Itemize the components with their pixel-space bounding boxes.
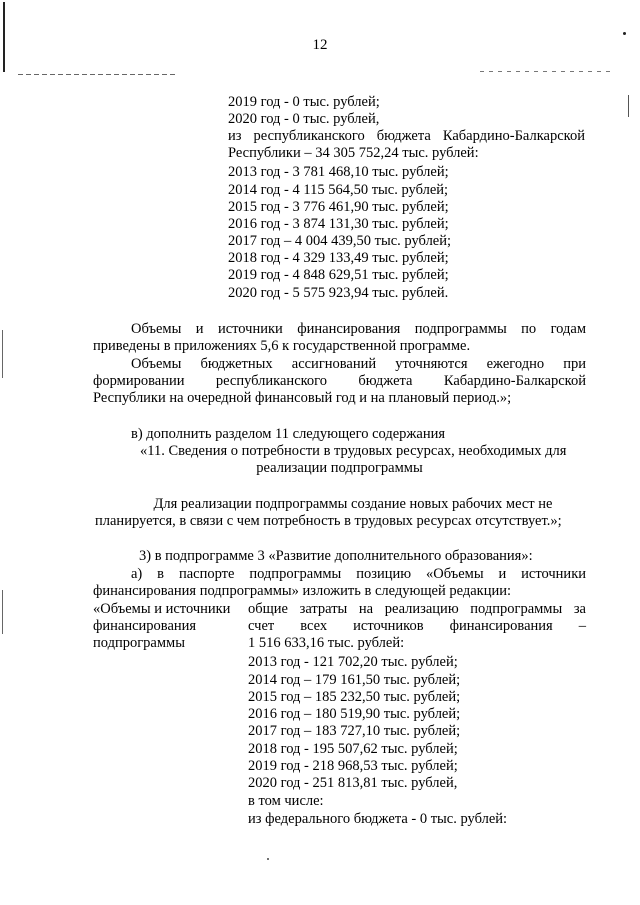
funding-line: 2013 год - 121 702,20 тыс. рублей;: [248, 654, 458, 670]
funding-line: 2019 год - 0 тыс. рублей;: [228, 94, 380, 110]
funding-line: 2013 год - 3 781 468,10 тыс. рублей;: [228, 164, 449, 180]
section-11-title-line2: реализации подпрограммы: [256, 460, 423, 476]
scan-dot-mark-bottom: [267, 858, 269, 860]
scan-dash-line-left: [18, 74, 178, 75]
funding-line: 2019 год - 4 848 629,51 тыс. рублей;: [228, 267, 449, 283]
scan-dash-line-right: [480, 71, 610, 72]
funding-line: 2020 год - 0 тыс. рублей,: [228, 111, 380, 127]
funding-line: 2019 год - 218 968,53 тыс. рублей;: [248, 758, 458, 774]
section-11-title-line1: «11. Сведения о потребности в трудовых ресурсах, необходимых для: [140, 443, 567, 459]
funding-line: 2015 год - 3 776 461,90 тыс. рублей;: [228, 199, 449, 215]
funding-line: 2016 год – 180 519,90 тыс. рублей;: [248, 706, 461, 722]
passport-value-line1: общие затраты на реализацию подпрограммы за: [248, 601, 586, 617]
item-a-line2: финансирования подпрограммы» изложить в следующей редакции:: [93, 583, 512, 599]
volumes-paragraph-line1: Объемы и источники финансирования подпрограммы по годам: [131, 321, 586, 337]
funding-line: 2014 год – 179 161,50 тыс. рублей;: [248, 672, 461, 688]
item-a-line1: а) в паспорте подпрограммы позицию «Объемы и источники: [131, 566, 586, 582]
passport-label-line3: подпрограммы: [93, 635, 185, 651]
jobs-paragraph-line1: Для реализации подпрограммы создание новых рабочих мест не: [153, 496, 553, 512]
passport-value-line2: счет всех источников финансирования –: [248, 618, 586, 634]
item-v: в) дополнить разделом 11 следующего содержания: [131, 426, 446, 442]
passport-label-line1: «Объемы и источники: [93, 601, 231, 617]
budget-paragraph-line2: формировании республиканского бюджета Кабардино-Балкарской: [93, 373, 586, 389]
federal-budget-line: из федерального бюджета - 0 тыс. рублей:: [248, 811, 508, 827]
budget-paragraph-line1: Объемы бюджетных ассигнований уточняются ежегодно при: [131, 356, 586, 372]
scan-edge-mark-left3: [2, 590, 3, 634]
including-label: в том числе:: [248, 793, 324, 809]
volumes-paragraph-line2: приведены в приложениях 5,6 к государственной программе.: [93, 338, 471, 354]
passport-label-line2: финансирования: [93, 618, 197, 634]
funding-line: 2014 год - 4 115 564,50 тыс. рублей;: [228, 182, 449, 198]
funding-line: 2015 год – 185 232,50 тыс. рублей;: [248, 689, 461, 705]
republic-budget-line2: Республики – 34 305 752,24 тыс. рублей:: [228, 145, 479, 161]
republic-budget-line1: из республиканского бюджета Кабардино-Балкарской: [228, 128, 585, 144]
budget-paragraph-line3: Республики на очередной финансовый год и на плановый период.»;: [93, 390, 512, 406]
funding-line: 2020 год - 5 575 923,94 тыс. рублей.: [228, 285, 449, 301]
page-number: 12: [312, 37, 328, 53]
scan-dot-mark: [623, 32, 626, 35]
scan-edge-mark-right: [628, 95, 629, 117]
funding-line: 2018 год - 195 507,62 тыс. рублей;: [248, 741, 458, 757]
funding-line: 2018 год - 4 329 133,49 тыс. рублей;: [228, 250, 449, 266]
funding-line: 2016 год - 3 874 131,30 тыс. рублей;: [228, 216, 449, 232]
jobs-paragraph-line2: планируется, в связи с чем потребность в трудовых ресурсах отсутствует.»;: [95, 513, 562, 529]
funding-line: 2020 год - 251 813,81 тыс. рублей,: [248, 775, 458, 791]
funding-line: 2017 год – 4 004 439,50 тыс. рублей;: [228, 233, 452, 249]
passport-value-line3: 1 516 633,16 тыс. рублей:: [248, 635, 405, 651]
scan-edge-mark-left2: [2, 330, 3, 378]
funding-line: 2017 год – 183 727,10 тыс. рублей;: [248, 723, 461, 739]
item-3: 3) в подпрограмме 3 «Развитие дополнительного образования»:: [139, 548, 533, 564]
